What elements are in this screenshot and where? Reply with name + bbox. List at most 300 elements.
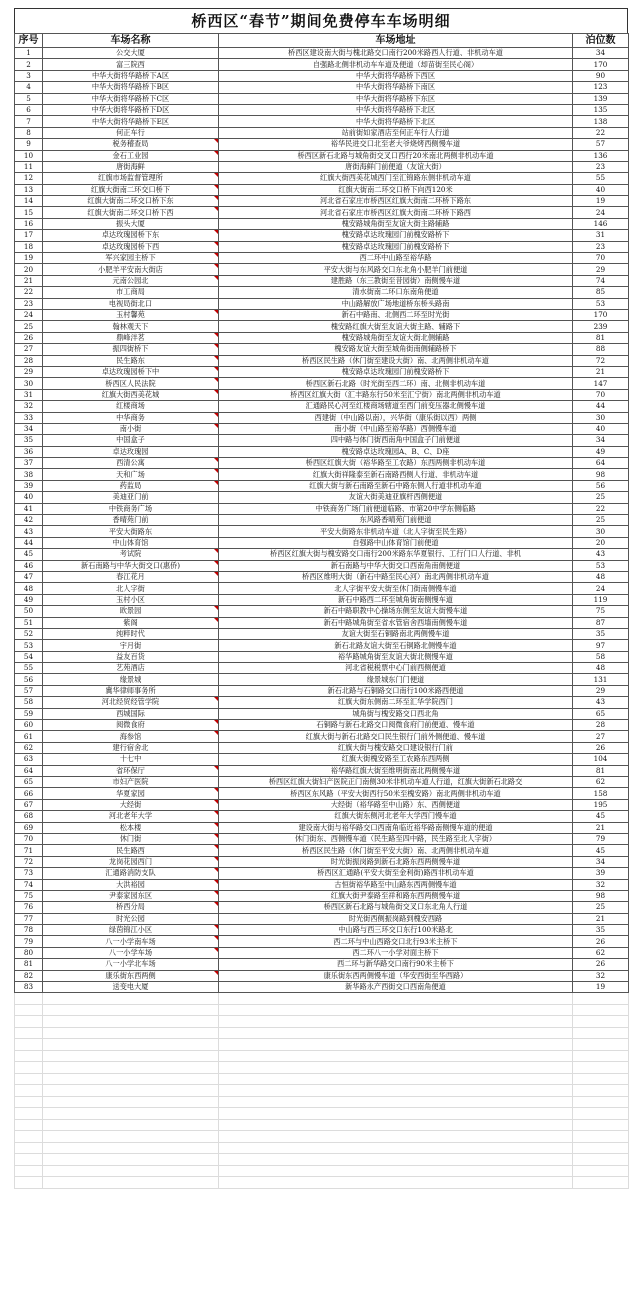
cell-name[interactable]: 缘景城 [43, 674, 219, 685]
cell-spaces[interactable]: 139 [573, 93, 629, 104]
cell-spaces[interactable]: 53 [573, 560, 629, 571]
empty-cell[interactable] [219, 1004, 573, 1016]
cell-no[interactable]: 41 [15, 503, 43, 514]
empty-cell[interactable] [573, 1050, 629, 1062]
cell-no[interactable]: 70 [15, 833, 43, 844]
empty-cell[interactable] [219, 1108, 573, 1120]
table-row[interactable] [15, 742, 629, 753]
cell-no[interactable]: 10 [15, 150, 43, 161]
empty-row[interactable] [15, 1039, 629, 1051]
cell-address[interactable]: 西二环八一小学对面主桥下 [219, 947, 573, 958]
table-row[interactable] [15, 150, 629, 161]
table-row[interactable] [15, 720, 629, 731]
empty-cell[interactable] [219, 993, 573, 1005]
cell-address[interactable]: 红旗大街与新石南路至新石中路东侧人行道非机动车道 [219, 480, 573, 491]
table-row[interactable] [15, 537, 629, 548]
cell-address[interactable]: 红旗大街槐安路至工农路东西两侧 [219, 754, 573, 765]
cell-address[interactable]: 槐安路卓达玫瑰园门前槐安路桥下 [219, 366, 573, 377]
cell-spaces[interactable]: 98 [573, 469, 629, 480]
cell-address[interactable]: 四中路与体门街西南角中国盒子门前便道 [219, 435, 573, 446]
table-row[interactable] [15, 492, 629, 503]
cell-name[interactable]: 送变电大厦 [43, 982, 219, 993]
empty-cell[interactable] [15, 993, 43, 1005]
cell-no[interactable]: 5 [15, 93, 43, 104]
cell-spaces[interactable]: 30 [573, 412, 629, 423]
empty-row[interactable] [15, 1016, 629, 1028]
cell-spaces[interactable]: 35 [573, 925, 629, 936]
cell-spaces[interactable]: 53 [573, 298, 629, 309]
cell-address[interactable]: 新石南路与中华大街交口西南角南侧便道 [219, 560, 573, 571]
cell-spaces[interactable]: 29 [573, 685, 629, 696]
empty-cell[interactable] [573, 1119, 629, 1131]
empty-row[interactable] [15, 1096, 629, 1108]
cell-no[interactable]: 56 [15, 674, 43, 685]
table-row[interactable] [15, 936, 629, 947]
cell-spaces[interactable]: 21 [573, 913, 629, 924]
cell-name[interactable]: 八一小学北车场 [43, 959, 219, 970]
table-row[interactable] [15, 970, 629, 981]
table-row[interactable] [15, 822, 629, 833]
empty-cell[interactable] [15, 1039, 43, 1051]
cell-name[interactable]: 宇月街 [43, 640, 219, 651]
empty-row[interactable] [15, 1177, 629, 1189]
cell-spaces[interactable]: 65 [573, 708, 629, 719]
cell-spaces[interactable]: 24 [573, 583, 629, 594]
cell-no[interactable]: 81 [15, 959, 43, 970]
cell-no[interactable]: 68 [15, 811, 43, 822]
cell-address[interactable]: 红旗大街与槐安路交口建设银行门前 [219, 742, 573, 753]
cell-name[interactable]: 河北老年大学 [43, 811, 219, 822]
cell-name[interactable]: 时光公园 [43, 913, 219, 924]
cell-spaces[interactable]: 40 [573, 184, 629, 195]
cell-name[interactable]: 中国盒子 [43, 435, 219, 446]
empty-cell[interactable] [15, 1050, 43, 1062]
table-row[interactable] [15, 139, 629, 150]
cell-spaces[interactable]: 34 [573, 435, 629, 446]
empty-row[interactable] [15, 1050, 629, 1062]
cell-no[interactable]: 37 [15, 458, 43, 469]
empty-cell[interactable] [573, 1085, 629, 1097]
cell-no[interactable]: 58 [15, 697, 43, 708]
cell-no[interactable]: 60 [15, 720, 43, 731]
table-row[interactable] [15, 902, 629, 913]
table-row[interactable] [15, 184, 629, 195]
table-row[interactable] [15, 275, 629, 286]
cell-spaces[interactable]: 22 [573, 127, 629, 138]
cell-name[interactable]: 中华大街将华路桥下A区 [43, 70, 219, 81]
cell-address[interactable]: 裕华民进交口北至老大爷烧烤西侧慢车道 [219, 139, 573, 150]
cell-no[interactable]: 67 [15, 799, 43, 810]
table-row[interactable] [15, 685, 629, 696]
cell-address[interactable]: 中铁商务广场门前便道临路、市第20中学东侧临路 [219, 503, 573, 514]
cell-address[interactable]: 城角街与槐安路交口西北角 [219, 708, 573, 719]
empty-cell[interactable] [43, 1039, 219, 1051]
cell-spaces[interactable]: 24 [573, 207, 629, 218]
cell-no[interactable]: 53 [15, 640, 43, 651]
cell-name[interactable]: 税务稽查局 [43, 139, 219, 150]
table-row[interactable] [15, 560, 629, 571]
cell-spaces[interactable]: 64 [573, 458, 629, 469]
empty-cell[interactable] [573, 1039, 629, 1051]
cell-no[interactable]: 83 [15, 982, 43, 993]
empty-cell[interactable] [15, 1154, 43, 1166]
cell-spaces[interactable]: 49 [573, 446, 629, 457]
cell-spaces[interactable]: 131 [573, 674, 629, 685]
cell-address[interactable]: 槐安路卓达玫瑰园A、B、C、D座 [219, 446, 573, 457]
cell-address[interactable]: 石铜路与新石北路交口阅微食府门前便道、慢车道 [219, 720, 573, 731]
empty-cell[interactable] [219, 1073, 573, 1085]
cell-name[interactable]: 市工商局 [43, 287, 219, 298]
table-row[interactable] [15, 93, 629, 104]
cell-name[interactable]: 龙岗花园西门 [43, 856, 219, 867]
cell-spaces[interactable]: 34 [573, 48, 629, 59]
cell-address[interactable]: 新石中路城角街至省水管宿舍西墙南侧慢车道 [219, 617, 573, 628]
table-row[interactable] [15, 70, 629, 81]
cell-no[interactable]: 1 [15, 48, 43, 59]
table-row[interactable] [15, 309, 629, 320]
cell-name[interactable]: 何正车行 [43, 127, 219, 138]
cell-address[interactable]: 友谊大街至石铜路南北两侧慢车道 [219, 628, 573, 639]
cell-address[interactable]: 槐安路卓达玫瑰园门前槐安路桥下 [219, 230, 573, 241]
table-row[interactable] [15, 674, 629, 685]
table-row[interactable] [15, 116, 629, 127]
table-row[interactable] [15, 777, 629, 788]
cell-spaces[interactable]: 88 [573, 344, 629, 355]
cell-name[interactable]: 卓达玫瑰园桥下东 [43, 230, 219, 241]
table-row[interactable] [15, 651, 629, 662]
cell-address[interactable]: 时光街西侧振岗路到槐安西路 [219, 913, 573, 924]
cell-address[interactable]: 桥西区新石北路与城角街交叉口东北角人行道 [219, 902, 573, 913]
cell-spaces[interactable]: 72 [573, 355, 629, 366]
cell-name[interactable]: 公交大厦 [43, 48, 219, 59]
cell-name[interactable]: 十七中 [43, 754, 219, 765]
empty-cell[interactable] [573, 1096, 629, 1108]
empty-cell[interactable] [43, 1154, 219, 1166]
empty-row[interactable] [15, 1142, 629, 1154]
table-row[interactable] [15, 833, 629, 844]
cell-address[interactable]: 康乐街东西两侧慢车道（华安西街至华西路） [219, 970, 573, 981]
table-row[interactable] [15, 890, 629, 901]
cell-no[interactable]: 40 [15, 492, 43, 503]
cell-address[interactable]: 西二环与中山西路交口北行93米主桥下 [219, 936, 573, 947]
cell-address[interactable]: 中山路与西三环交口东行100米路北 [219, 925, 573, 936]
table-row[interactable] [15, 868, 629, 879]
cell-address[interactable]: 自强路北侧非机动车车道及便道（却苗街至民心阁） [219, 59, 573, 70]
table-row[interactable] [15, 458, 629, 469]
empty-cell[interactable] [15, 1142, 43, 1154]
cell-name[interactable]: 军兴家园主桥下 [43, 253, 219, 264]
cell-spaces[interactable]: 74 [573, 275, 629, 286]
table-row[interactable] [15, 640, 629, 651]
cell-spaces[interactable]: 87 [573, 617, 629, 628]
cell-name[interactable]: 八一小学南车场 [43, 936, 219, 947]
cell-no[interactable]: 31 [15, 389, 43, 400]
empty-row[interactable] [15, 1131, 629, 1143]
cell-name[interactable]: 卓达玫瑰园 [43, 446, 219, 457]
cell-name[interactable]: 桥西区人民法院 [43, 378, 219, 389]
empty-cell[interactable] [219, 1096, 573, 1108]
cell-name[interactable]: 卓达玫瑰园桥下中 [43, 366, 219, 377]
empty-cell[interactable] [43, 1142, 219, 1154]
empty-cell[interactable] [573, 1016, 629, 1028]
table-row[interactable] [15, 401, 629, 412]
empty-cell[interactable] [219, 1016, 573, 1028]
cell-address[interactable]: 桥西区建设南大街与槐北路交口南行200米路西人行道、非机动车道 [219, 48, 573, 59]
empty-cell[interactable] [15, 1177, 43, 1189]
empty-row[interactable] [15, 1165, 629, 1177]
empty-cell[interactable] [573, 1131, 629, 1143]
cell-no[interactable]: 62 [15, 742, 43, 753]
cell-no[interactable]: 82 [15, 970, 43, 981]
cell-spaces[interactable]: 57 [573, 139, 629, 150]
cell-no[interactable]: 51 [15, 617, 43, 628]
empty-cell[interactable] [43, 1108, 219, 1120]
cell-spaces[interactable]: 135 [573, 104, 629, 115]
cell-no[interactable]: 16 [15, 218, 43, 229]
empty-cell[interactable] [573, 1108, 629, 1120]
empty-row[interactable] [15, 993, 629, 1005]
cell-spaces[interactable]: 22 [573, 503, 629, 514]
cell-address[interactable]: 新石中路南、北侧西二环至时光街 [219, 309, 573, 320]
cell-spaces[interactable]: 48 [573, 663, 629, 674]
cell-no[interactable]: 69 [15, 822, 43, 833]
cell-spaces[interactable]: 45 [573, 811, 629, 822]
cell-address[interactable]: 桥西区民生路（休门街至建设大街）南、北两侧非机动车道 [219, 355, 573, 366]
empty-cell[interactable] [219, 1085, 573, 1097]
cell-name[interactable]: 红旗大街西美花城 [43, 389, 219, 400]
cell-name[interactable]: 休门街 [43, 833, 219, 844]
empty-cell[interactable] [43, 1027, 219, 1039]
table-row[interactable] [15, 48, 629, 59]
cell-no[interactable]: 78 [15, 925, 43, 936]
empty-cell[interactable] [43, 993, 219, 1005]
cell-spaces[interactable]: 21 [573, 366, 629, 377]
cell-no[interactable]: 59 [15, 708, 43, 719]
cell-address[interactable]: 大经街（裕华路至中山路）东、西侧便道 [219, 799, 573, 810]
table-row[interactable] [15, 959, 629, 970]
empty-row[interactable] [15, 1073, 629, 1085]
cell-spaces[interactable]: 56 [573, 480, 629, 491]
table-row[interactable] [15, 503, 629, 514]
cell-spaces[interactable]: 104 [573, 754, 629, 765]
cell-no[interactable]: 15 [15, 207, 43, 218]
cell-address[interactable]: 休门街东、西侧慢车道（民生路至四中路，民生路至北人字街） [219, 833, 573, 844]
table-row[interactable] [15, 583, 629, 594]
cell-address[interactable]: 中华大街将华路桥下西区 [219, 70, 573, 81]
empty-row[interactable] [15, 1062, 629, 1074]
cell-no[interactable]: 74 [15, 879, 43, 890]
table-row[interactable] [15, 731, 629, 742]
cell-name[interactable]: 河北经贸经管学院 [43, 697, 219, 708]
empty-cell[interactable] [219, 1027, 573, 1039]
cell-address[interactable]: 裕华路城角街至友谊大街北侧慢车道 [219, 651, 573, 662]
cell-address[interactable]: 北人字街平安大街至休门街南侧慢车道 [219, 583, 573, 594]
cell-no[interactable]: 3 [15, 70, 43, 81]
empty-cell[interactable] [43, 1062, 219, 1074]
table-row[interactable] [15, 423, 629, 434]
table-row[interactable] [15, 378, 629, 389]
cell-spaces[interactable]: 39 [573, 868, 629, 879]
table-row[interactable] [15, 253, 629, 264]
cell-address[interactable]: 新石中路职教中心操场东侧至友谊大街慢车道 [219, 606, 573, 617]
table-row[interactable] [15, 207, 629, 218]
cell-no[interactable]: 54 [15, 651, 43, 662]
table-row[interactable] [15, 59, 629, 70]
cell-address[interactable]: 中华大街将华路桥下北区 [219, 104, 573, 115]
cell-name[interactable]: 桥西分局 [43, 902, 219, 913]
cell-address[interactable]: 东风路香晴苑门前便道 [219, 515, 573, 526]
empty-cell[interactable] [219, 1142, 573, 1154]
cell-address[interactable]: 新石中路西二环至城角街南侧慢车道 [219, 594, 573, 605]
cell-no[interactable]: 46 [15, 560, 43, 571]
cell-address[interactable]: 中山路解放广场地道桥东桥头路南 [219, 298, 573, 309]
cell-no[interactable]: 34 [15, 423, 43, 434]
empty-cell[interactable] [43, 1119, 219, 1131]
cell-name[interactable]: 西清公寓 [43, 458, 219, 469]
cell-spaces[interactable]: 170 [573, 309, 629, 320]
empty-cell[interactable] [43, 1177, 219, 1189]
cell-name[interactable]: 红旗市场监督管理所 [43, 173, 219, 184]
cell-spaces[interactable]: 119 [573, 594, 629, 605]
cell-address[interactable]: 河北省石家庄市桥西区红旗大街南二环桥下路东 [219, 196, 573, 207]
cell-no[interactable]: 79 [15, 936, 43, 947]
cell-address[interactable]: 红旗大街西美花城西门至汇锦路东侧非机动车道 [219, 173, 573, 184]
cell-address[interactable]: 槐安路城角街至友谊大街主路辅路 [219, 218, 573, 229]
cell-address[interactable]: 桥西区维明大街（新石中路至民心河）南北两侧非机动车道 [219, 571, 573, 582]
table-row[interactable] [15, 549, 629, 560]
empty-cell[interactable] [43, 1131, 219, 1143]
cell-name[interactable]: 紫阁 [43, 617, 219, 628]
empty-cell[interactable] [15, 1096, 43, 1108]
cell-address[interactable]: 时光街振岗路到新石北路东西两侧慢车道 [219, 856, 573, 867]
cell-no[interactable]: 4 [15, 82, 43, 93]
cell-no[interactable]: 12 [15, 173, 43, 184]
table-row[interactable] [15, 412, 629, 423]
cell-address[interactable]: 桥西区民生路（休门街至平安大街）南、北两侧非机动车道 [219, 845, 573, 856]
table-row[interactable] [15, 811, 629, 822]
table-row[interactable] [15, 606, 629, 617]
table-row[interactable] [15, 366, 629, 377]
cell-name[interactable]: 春江花月 [43, 571, 219, 582]
cell-name[interactable]: 阅微食府 [43, 720, 219, 731]
cell-name[interactable]: 红旗大街南二环交口桥下 [43, 184, 219, 195]
cell-name[interactable]: 中华商务 [43, 412, 219, 423]
empty-row[interactable] [15, 1085, 629, 1097]
cell-address[interactable]: 红旗大街东侧南二环至汇华学院西门 [219, 697, 573, 708]
table-row[interactable] [15, 344, 629, 355]
empty-row[interactable] [15, 1108, 629, 1120]
cell-address[interactable]: 南小街（中山路至裕华路）西侧慢车道 [219, 423, 573, 434]
cell-spaces[interactable]: 21 [573, 822, 629, 833]
empty-cell[interactable] [43, 1096, 219, 1108]
cell-no[interactable]: 47 [15, 571, 43, 582]
cell-no[interactable]: 2 [15, 59, 43, 70]
cell-address[interactable]: 西二环中山路至裕华路 [219, 253, 573, 264]
cell-spaces[interactable]: 32 [573, 970, 629, 981]
table-row[interactable] [15, 287, 629, 298]
cell-address[interactable]: 西建街（中山路以南），兴华街（康乐街以西）两侧 [219, 412, 573, 423]
cell-address[interactable]: 桥西区红旗大街与槐安路交口南行200米路东华夏银行、工行门口人行道、非机 [219, 549, 573, 560]
table-row[interactable] [15, 298, 629, 309]
empty-cell[interactable] [15, 1108, 43, 1120]
cell-name[interactable]: 鼎峰泮茗 [43, 332, 219, 343]
cell-no[interactable]: 77 [15, 913, 43, 924]
cell-name[interactable]: 天和广场 [43, 469, 219, 480]
cell-no[interactable]: 6 [15, 104, 43, 115]
cell-name[interactable]: 药监局 [43, 480, 219, 491]
cell-spaces[interactable]: 45 [573, 845, 629, 856]
empty-cell[interactable] [15, 1085, 43, 1097]
cell-name[interactable]: 中华大街将华路桥下B区 [43, 82, 219, 93]
cell-name[interactable]: 汇通路消防支队 [43, 868, 219, 879]
empty-cell[interactable] [15, 1165, 43, 1177]
cell-name[interactable]: 松本楼 [43, 822, 219, 833]
table-row[interactable] [15, 925, 629, 936]
table-row[interactable] [15, 469, 629, 480]
cell-address[interactable]: 西二环与新华路交口南行90米主桥下 [219, 959, 573, 970]
cell-no[interactable]: 24 [15, 309, 43, 320]
cell-spaces[interactable]: 26 [573, 742, 629, 753]
table-row[interactable] [15, 104, 629, 115]
cell-address[interactable]: 友谊大街美迪亚旗杆西侧便道 [219, 492, 573, 503]
cell-address[interactable]: 新华路永产西街交口西南角便道 [219, 982, 573, 993]
cell-address[interactable]: 红旗大街东侧河北老年大学西门慢车道 [219, 811, 573, 822]
cell-no[interactable]: 75 [15, 890, 43, 901]
empty-cell[interactable] [43, 1016, 219, 1028]
cell-no[interactable]: 25 [15, 321, 43, 332]
cell-name[interactable]: 翰林观天下 [43, 321, 219, 332]
cell-no[interactable]: 66 [15, 788, 43, 799]
cell-address[interactable]: 红旗大街南二环交口桥下向西120米 [219, 184, 573, 195]
cell-no[interactable]: 38 [15, 469, 43, 480]
cell-no[interactable]: 9 [15, 139, 43, 150]
table-row[interactable] [15, 617, 629, 628]
table-row[interactable] [15, 947, 629, 958]
cell-name[interactable]: 玉村馨苑 [43, 309, 219, 320]
cell-address[interactable]: 桥西区汇通路(平安大街至金利街)路西非机动车道 [219, 868, 573, 879]
empty-cell[interactable] [43, 1050, 219, 1062]
table-row[interactable] [15, 879, 629, 890]
empty-row[interactable] [15, 1154, 629, 1166]
cell-name[interactable]: 康乐街东西两侧 [43, 970, 219, 981]
cell-name[interactable]: 海参馆 [43, 731, 219, 742]
cell-name[interactable]: 大洪裕园 [43, 879, 219, 890]
cell-spaces[interactable]: 81 [573, 765, 629, 776]
cell-spaces[interactable]: 195 [573, 799, 629, 810]
cell-name[interactable]: 益友百货 [43, 651, 219, 662]
cell-name[interactable]: 新石南路与中华大街交口(惠侨) [43, 560, 219, 571]
cell-no[interactable]: 63 [15, 754, 43, 765]
cell-address[interactable]: 桥西区红旗大街（汇丰路东行50米至汇宁街）南北两侧非机动车道 [219, 389, 573, 400]
empty-row[interactable] [15, 1004, 629, 1016]
cell-name[interactable]: 中华大街将华路桥下C区 [43, 93, 219, 104]
cell-spaces[interactable]: 123 [573, 82, 629, 93]
empty-cell[interactable] [43, 1085, 219, 1097]
cell-name[interactable]: 富三院西 [43, 59, 219, 70]
empty-cell[interactable] [219, 1062, 573, 1074]
cell-name[interactable]: 振头大厦 [43, 218, 219, 229]
cell-name[interactable]: 西城国际 [43, 708, 219, 719]
cell-no[interactable]: 8 [15, 127, 43, 138]
cell-spaces[interactable]: 85 [573, 287, 629, 298]
cell-spaces[interactable]: 30 [573, 526, 629, 537]
cell-name[interactable]: 元南公园北 [43, 275, 219, 286]
cell-no[interactable]: 45 [15, 549, 43, 560]
cell-no[interactable]: 21 [15, 275, 43, 286]
empty-cell[interactable] [573, 1073, 629, 1085]
empty-cell[interactable] [15, 1062, 43, 1074]
cell-spaces[interactable]: 40 [573, 423, 629, 434]
